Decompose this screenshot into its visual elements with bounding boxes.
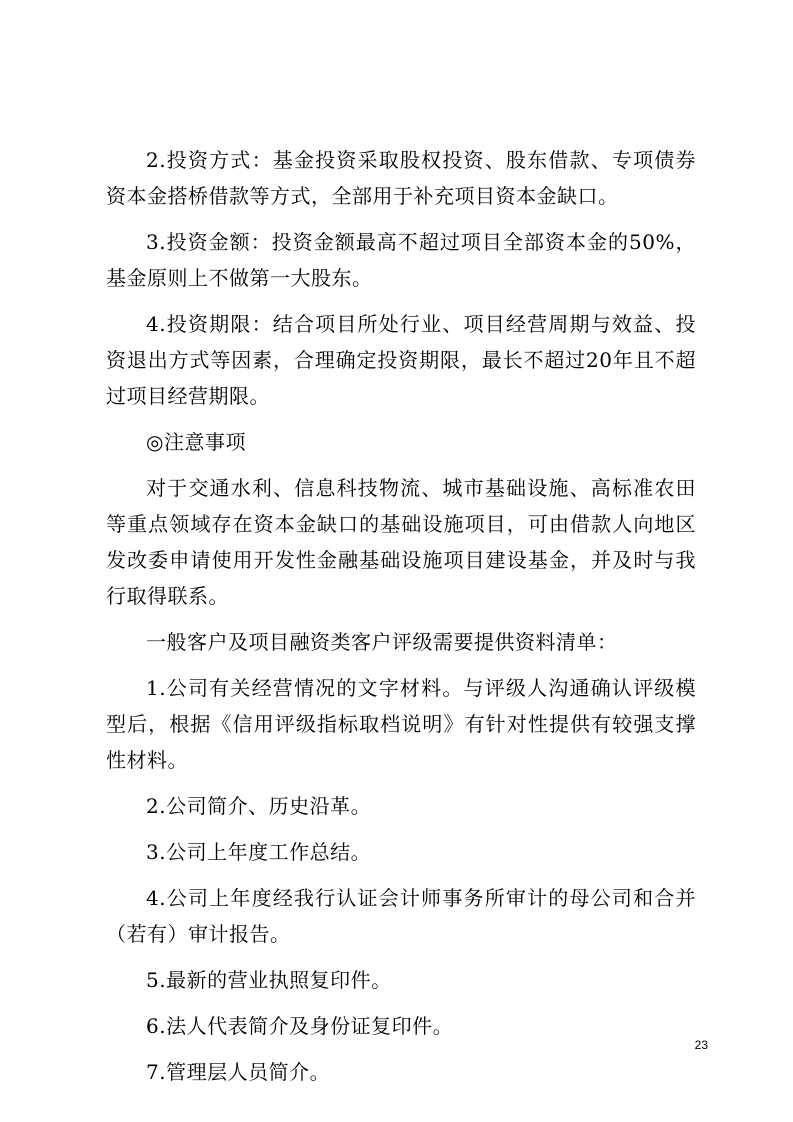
page-number: 23 xyxy=(694,1038,708,1052)
paragraph-checklist-intro: 一般客户及项目融资类客户评级需要提供资料清单： xyxy=(146,630,618,654)
body-text xyxy=(106,142,696,1100)
checklist-item-6: 6.法人代表简介及身份证复印件。 xyxy=(146,1014,454,1038)
checklist-item-2: 2.公司简介、历史沿革。 xyxy=(146,794,372,818)
paragraph-investment-term: 4.投资期限：结合项目所处行业、项目经营周期与效益、投资退出方式等因素，合理确定投资期限，最长不超过20年且不超过项目经营期限。 xyxy=(106,312,696,408)
section-heading-notes: ◎注意事项 xyxy=(146,430,246,454)
paragraph-notes-body: 对于交通水利、信息科技物流、城市基础设施、高标准农田等重点领域存在资本金缺口的基础设施项目，可由借款人向地区发改委申请使用开发性金融基础设施项目建设基金，并及时与我行取得联系。 xyxy=(106,476,696,608)
checklist-item-7: 7.管理层人员简介。 xyxy=(146,1060,331,1084)
paragraph-investment-amount: 3.投资金额：投资金额最高不超过项目全部资本金的50%，基金原则上不做第一大股东。 xyxy=(106,230,696,290)
checklist-item-3: 3.公司上年度工作总结。 xyxy=(146,840,372,864)
paragraph-investment-method: 2.投资方式：基金投资采取股权投资、股东借款、专项债券资本金搭桥借款等方式，全部用于补充项目资本金缺口。 xyxy=(106,148,696,208)
checklist-item-5: 5.最新的营业执照复印件。 xyxy=(146,968,392,992)
checklist-item-1: 1.公司有关经营情况的文字材料。与评级人沟通确认评级模型后，根据《信用评级指标取档说明》有针对性提供有较强支撑性材料。 xyxy=(106,676,696,772)
checklist-item-4: 4.公司上年度经我行认证会计师事务所审计的母公司和合并（若有）审计报告。 xyxy=(106,886,696,946)
